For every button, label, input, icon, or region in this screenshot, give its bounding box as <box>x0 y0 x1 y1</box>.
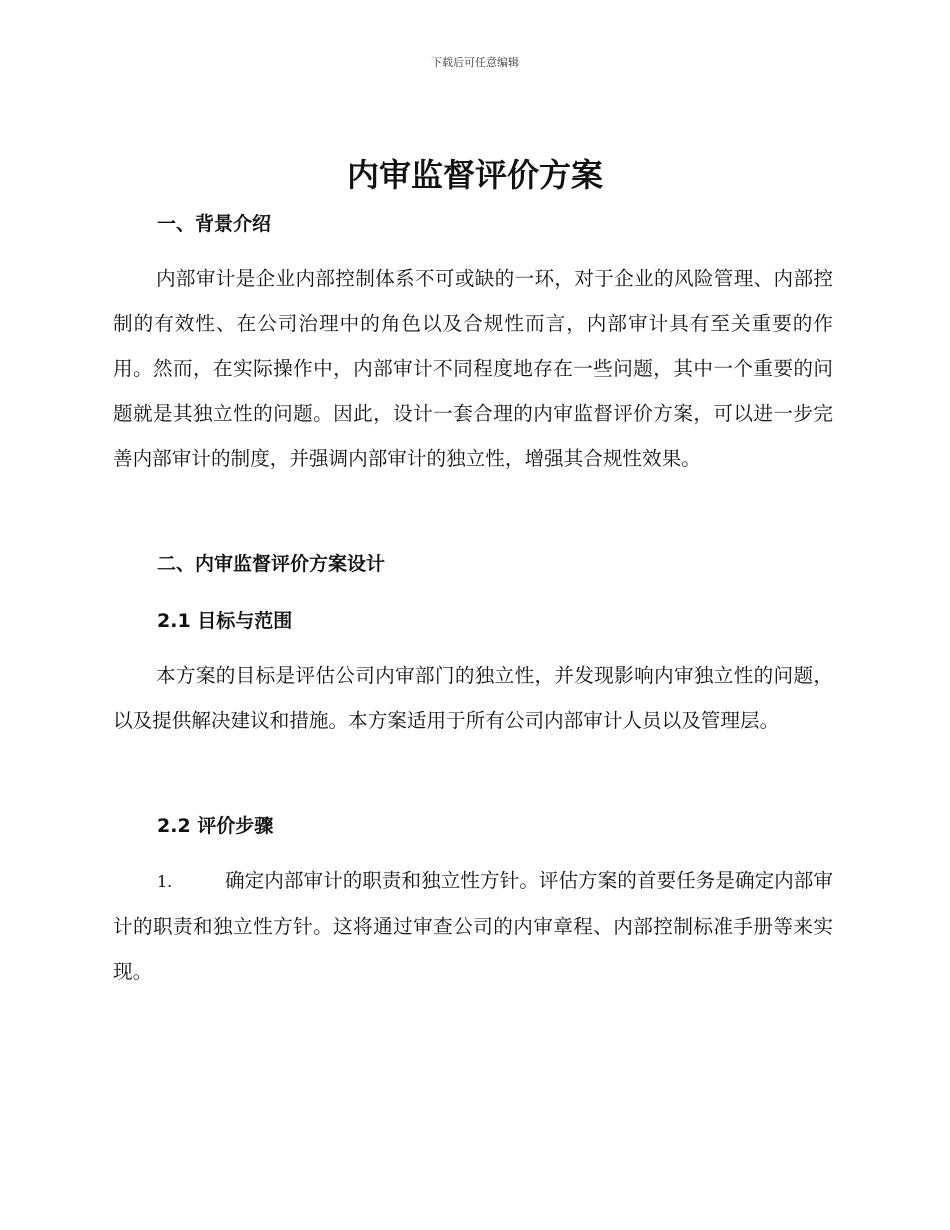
list-item-number: 1. <box>157 872 173 891</box>
list-item-text: 确定内部审计的职责和独立性方针。评估方案的首要任务是确定内部审计的职责和独立性方针。这将通过审查公司的内审章程、内部控制标准手册等来实现。 <box>113 869 833 983</box>
list-item <box>113 858 833 994</box>
header-note: 下载后可任意编辑 <box>431 56 519 69</box>
subsection-heading-goal: 2.1 目标与范围 <box>157 610 293 632</box>
section-heading-background: 一、背景介绍 <box>157 213 272 235</box>
document-title: 内审监督评价方案 <box>346 156 603 194</box>
subsection-heading-steps: 2.2 评价步骤 <box>157 815 274 837</box>
goal-paragraph: 本方案的目标是评估公司内审部门的独立性，并发现影响内审独立性的问题，以及提供解决建议和措施。本方案适用于所有公司内部审计人员以及管理层。 <box>113 664 833 732</box>
background-paragraph: 内部审计是企业内部控制体系不可或缺的一环，对于企业的风险管理、内部控制的有效性、在公司治理中的角色以及合规性而言，内部审计具有至关重要的作用。然而，在实际操作中，内部审计不同程度地存在一些问题，其中一个重要的问题就是其独立性的问题。因此，设计一套合理的内审监督评价方案，可以进一步完善内部审计的制度，并强调内部审计的独立性，增强其合规性效果。 <box>113 267 833 470</box>
section-heading-design: 二、内审监督评价方案设计 <box>157 553 386 575</box>
